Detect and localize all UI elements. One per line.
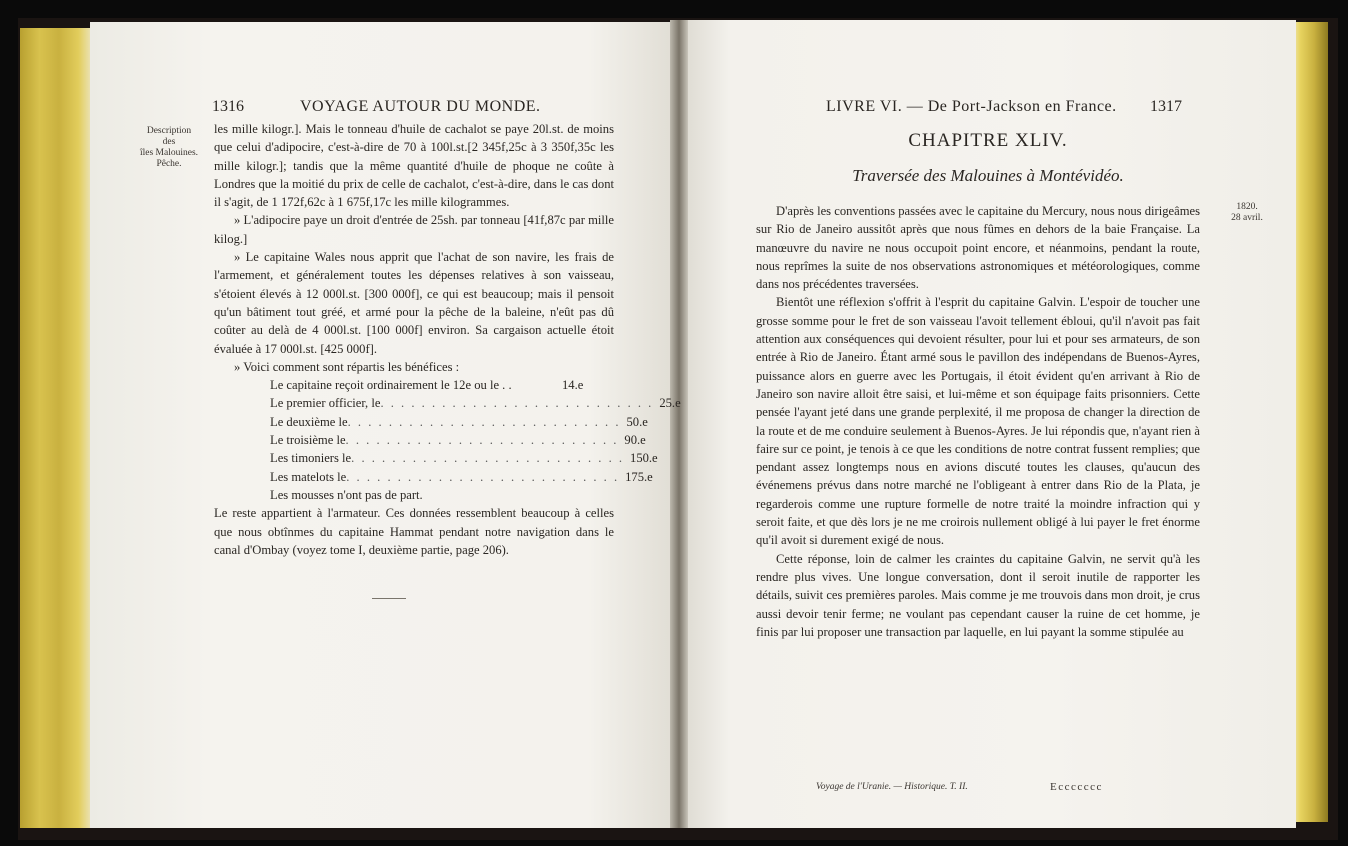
right-body-text [756, 202, 1200, 641]
paragraph: » Le capitaine Wales nous apprit que l'achat de son navire, les frais de l'armement, et généralement toutes les dépenses relatives à son vaisseau, s'étoient élevés à 12 000l.st. [300 000f], ce qui est beaucoup; mais il pensoit qu'un bâtiment tout gréé, et armé pour la pêche de la baleine, n'eût pas dû coûter au delà de 4 000l.st. [100 000f] environ. Sa cargaison actuelle étoit évaluée à 17 000l.st. [425 000f]. [214, 250, 614, 356]
paragraph: les mille kilogr.]. Mais le tonneau d'huile de cachalot se paye 20l.st. de moins que celui d'adipocire, c'est-à-dire de 70 à 100l.st.[2 345f,25c à 3 350f,35c les mille kilogr.]; tandis que la même quantité d'huile de phoque ne coûte à Londres que la moitié du prix de celle de cachalot, c'est-à-dire, dans le cas dont il s'agit, de 1 172f,62c à 1 675f,17c les mille kilogrammes. [214, 122, 614, 210]
list-item: Le troisième le . . . . . . . . . . . . . . . . . . . . . . . . . . . 90.e [270, 433, 646, 448]
list-item: Le deuxième le . . . . . . . . . . . . . . . . . . . . . . . . . . . 50.e [270, 414, 648, 429]
margin-note-line: Pêche. [156, 159, 182, 169]
left-body-text [214, 120, 681, 559]
chapter-subtitle: Traversée des Malouines à Montévidéo. [852, 166, 1124, 185]
left-page-number: 1316 [212, 98, 244, 115]
section-rule [372, 598, 406, 599]
chapter-title: CHAPITRE XLIV. [908, 130, 1068, 151]
paragraph: Cette réponse, loin de calmer les craintes du capitaine Galvin, ne servit qu'à les rendre plus vives. Une longue conversation, dont il seroit inutile de rapporter les détails, suivit ces premières paroles. Mais comme je me trouvois dans mon droit, je crus aussi devoir tenir ferme; ne voulant pas cependant causer la ruine de cet homme, je finis par lui proposer une transaction par laquelle, en lui payant la somme stipulée au [756, 551, 1200, 639]
list-item: Le capitaine reçoit ordinairement le 12e ou le . . 14.e [270, 378, 584, 393]
left-margin-note [130, 126, 208, 170]
footer-signature-note: Voyage de l'Uranie. — Historique. T. II. [816, 782, 968, 792]
shares-list [270, 376, 681, 504]
list-item: Le premier officier, le . . . . . . . . . . . . . . . . . . . . . . . . . . . 25.e [270, 396, 681, 411]
list-item: Les matelots le . . . . . . . . . . . . . . . . . . . . . . . . . . . 175.e [270, 469, 653, 484]
paragraph: D'après les conventions passées avec le capitaine du Mercury, nous nous dirigeâmes sur Rio de Janeiro aussitôt après que nous fûmes en dehors de la baie Française. La manœuvre du navire ne nous occupoit point encore, et néanmoins, pendant la route, nous reprîmes la suite de nos observations astronomiques et météorologiques, comme dans nos précédentes traversées. [756, 204, 1200, 292]
paragraph: Le reste appartient à l'armateur. Ces données ressemblent beaucoup à celles que nous obtînmes du capitaine Hammat pendant notre navigation dans le canal d'Ombay (voyez tome I, deuxième partie, page 206). [214, 506, 614, 557]
margin-note-line: des [162, 137, 176, 147]
list-item: Les mousses n'ont pas de part. [270, 487, 423, 502]
left-running-head: VOYAGE AUTOUR DU MONDE. [300, 98, 541, 115]
right-page-number: 1317 [1150, 98, 1182, 115]
margin-note-line: 28 avril. [1231, 213, 1263, 223]
paragraph: » Voici comment sont répartis les bénéfices : [234, 359, 460, 374]
right-running-head: LIVRE VI. — De Port-Jackson en France. [826, 98, 1117, 115]
list-item: Les timoniers le . . . . . . . . . . . . . . . . . . . . . . . . . . . 150.e [270, 451, 658, 466]
margin-note-line: Description [146, 126, 192, 136]
paragraph: » L'adipocire paye un droit d'entrée de 25sh. par tonneau [41f,87c par mille kilog.] [214, 213, 614, 246]
paragraph: Bientôt une réflexion s'offrit à l'esprit du capitaine Galvin. L'espoir de toucher une grosse somme pour le fret de son vaisseau l'avoit tellement ébloui, qu'il n'avoit pas fait attention aux conséquences qui devoient résulter, pour lui et pour ses armateurs, de son entrée à Rio de Janeiro. Étant armé sous le pavillon des indépendans de Buenos-Ayres, puissance alors en guerre avec les Portugais, il étoit évident qu'en arrivant à Rio de Janeiro son navire alloit être saisi, et lui-même et son équipage faits prisonniers. Cette pensée l'ayant jeté dans une grande perplexité, il me proposa de changer la direction de la route et de me conduire seulement à Buenos-Ayres. Je lui répondis que, n'ayant rien à faire sur ce point, je tenois à ce que les conditions de notre contrat fussent remplies; que pendant assez longtemps nous en avions discuté toutes les clauses, qu'aucun des événemens prévus dans notre marché ne l'obligeant à entrer dans Rio de la Plata, je regarderois comme une rupture formelle de notre traité la moindre infraction qui y seroit faite, et que dès lors je ne me croirois nullement obligé à lui payer le fret énorme qu'il avoit si durement exigé de nous. [756, 295, 1200, 548]
margin-note-line: 1820. [1236, 202, 1258, 212]
footer-signature-mark: Eccccccc [1050, 781, 1103, 793]
page-edges-left [20, 28, 98, 828]
right-margin-note [1212, 202, 1282, 224]
margin-note-line: îles Malouines. [139, 148, 199, 158]
